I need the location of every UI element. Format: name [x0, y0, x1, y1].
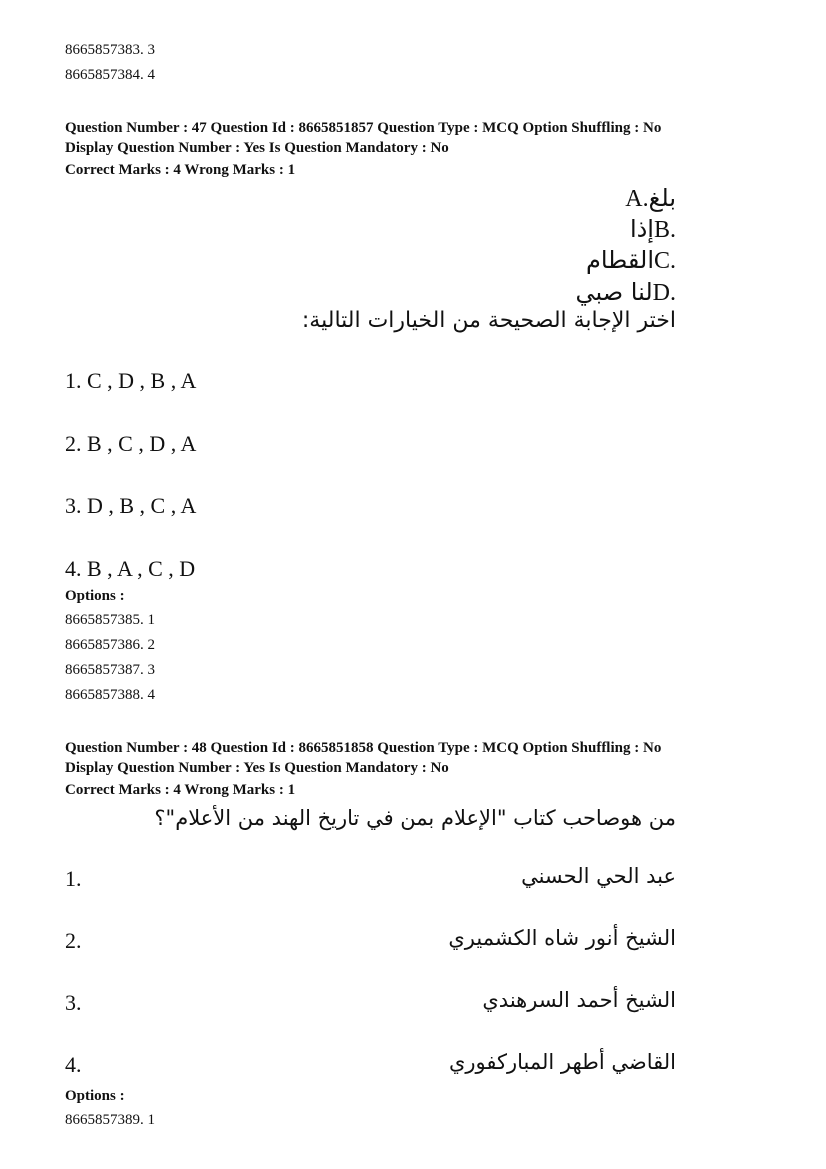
q47-option-id-2: 8665857386. 2	[65, 637, 155, 653]
q48-choice-1-text: عبد الحي الحسني	[521, 864, 676, 888]
q48-options-label: Options :	[65, 1088, 125, 1104]
q48-choice-4-text: القاضي أطهر المباركفوري	[448, 1050, 676, 1074]
q47-item-a-letter: A.	[625, 186, 649, 212]
q48-option-id-1: 8665857389. 1	[65, 1112, 155, 1128]
q47-choice-2: 2. B , C , D , A	[65, 431, 197, 456]
q48-choice-3-text: الشيخ أحمد السرهندي	[482, 988, 676, 1012]
q47-item-a-text: بلغ	[648, 184, 676, 212]
q47-meta-line-3: Correct Marks : 4 Wrong Marks : 1	[65, 162, 296, 178]
q48-meta-line-3: Correct Marks : 4 Wrong Marks : 1	[65, 782, 296, 798]
q47-item-b-text: إذا	[629, 215, 654, 243]
q48-choice-2-text: الشيخ أنور شاه الكشميري	[448, 926, 676, 950]
q47-choice-4: 4. B , A , C , D	[65, 556, 196, 581]
q48-meta-line-1: Question Number : 48 Question Id : 8665851858 Question Type : MCQ Option Shuffling : No	[65, 740, 662, 756]
prev-option-id-2: 8665857384. 4	[65, 67, 155, 83]
q47-item-d-text: لنا صبي	[575, 278, 653, 306]
q47-item-b-letter: B.	[653, 217, 676, 243]
q47-option-id-1: 8665857385. 1	[65, 612, 155, 628]
q47-item-d	[576, 278, 676, 307]
q47-option-id-3: 8665857387. 3	[65, 662, 155, 678]
q48-choice-2-num: 2.	[65, 928, 82, 953]
q47-options-label: Options :	[65, 588, 125, 604]
q48-choice-4-num: 4.	[65, 1052, 82, 1077]
q47-item-b	[630, 215, 676, 244]
q47-item-c	[586, 246, 676, 275]
q47-meta-line-1: Question Number : 47 Question Id : 8665851857 Question Type : MCQ Option Shuffling : No	[65, 120, 662, 136]
q47-choice-3: 3. D , B , C , A	[65, 493, 197, 518]
q47-option-id-4: 8665857388. 4	[65, 687, 155, 703]
q47-choice-1: 1. C , D , B , A	[65, 368, 197, 393]
q47-item-c-letter: C.	[653, 248, 676, 274]
q47-item-c-text: القطام	[586, 246, 654, 274]
q48-question: من هوصاحب كتاب "الإعلام بمن في تاريخ الهند من الأعلام"؟	[154, 806, 676, 830]
q47-meta-line-2: Display Question Number : Yes Is Question Mandatory : No	[65, 140, 449, 156]
q48-meta-line-2: Display Question Number : Yes Is Question Mandatory : No	[65, 760, 449, 776]
q47-instruction: اختر الإجابة الصحيحة من الخيارات التالية:	[301, 308, 676, 333]
q48-choice-3-num: 3.	[65, 990, 82, 1015]
prev-option-id-1: 8665857383. 3	[65, 42, 155, 58]
q47-item-d-letter: D.	[652, 280, 676, 306]
q47-item-a	[625, 184, 676, 213]
q48-choice-1-num: 1.	[65, 866, 82, 891]
